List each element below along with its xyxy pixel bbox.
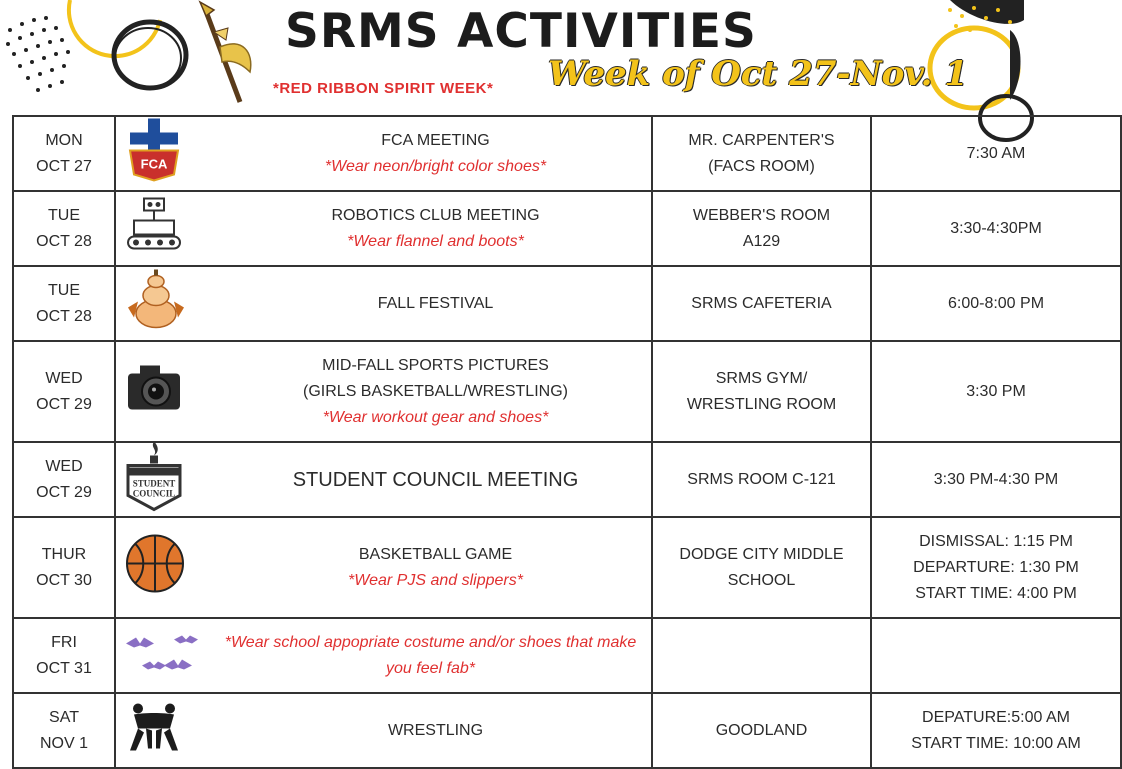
event-name: FALL FESTIVAL [377,294,494,312]
event-name: MID-FALL SPORTS PICTURES [322,356,549,374]
time-cell [871,266,1121,341]
day-date: NOV 1 [39,734,88,752]
time-text: DISMISSAL: 1:15 PM [919,532,1073,550]
time-cell [871,517,1121,618]
time-text: START TIME: 10:00 AM [911,734,1081,752]
location-text: GOODLAND [715,721,808,739]
event-cell [115,266,652,341]
time-text: DEPARTURE: 1:30 PM [913,558,1079,576]
location-text: SCHOOL [727,571,796,589]
day-date: OCT 30 [36,571,92,589]
location-text: WRESTLING ROOM [686,395,837,413]
time-cell [871,191,1121,266]
spirit-week-subtitle: *RED RIBBON SPIRIT WEEK* [273,80,494,97]
day-cell [13,693,115,768]
location-text: (FACS ROOM) [708,157,815,175]
event-cell [115,116,652,191]
day-name: MON [45,131,83,149]
week-of-banner: Week of Oct 27-Nov. 1 [548,54,968,94]
pumpkin-icon [124,267,188,340]
time-cell [871,693,1121,768]
location-text: MR. CARPENTER'S [688,131,835,149]
fca-logo-text: FCA [140,156,168,171]
day-name: TUE [48,206,80,224]
mascot-spear-icon [192,2,262,107]
event-name: FCA MEETING [381,131,490,149]
robot-icon [124,194,184,263]
location-cell [652,693,871,768]
dress-up-note: *Wear neon/bright color shoes* [324,157,547,175]
table-row [13,341,1121,442]
table-row [13,442,1121,517]
event-cell [115,618,652,693]
wrestlers-icon [124,698,184,763]
table-row [13,191,1121,266]
day-date: OCT 27 [36,157,92,175]
day-date: OCT 29 [36,483,92,501]
bats-icon [124,625,204,686]
day-name: WED [45,369,83,387]
table-row [13,693,1121,768]
dress-up-note: *Wear workout gear and shoes* [322,408,549,426]
time-text: 3:30-4:30PM [950,219,1042,237]
day-date: OCT 31 [36,659,92,677]
location-text: SRMS CAFETERIA [691,294,832,312]
event-cell [115,442,652,517]
location-text: WEBBER'S ROOM [692,206,831,224]
time-text: 3:30 PM [966,382,1026,400]
location-text: A129 [742,232,781,250]
location-cell [652,517,871,618]
table-row [13,116,1121,191]
day-cell [13,116,115,191]
time-cell [871,116,1121,191]
day-name: THUR [41,545,87,563]
time-text: DEPATURE:5:00 AM [922,708,1070,726]
student-council-text: STUDENT [132,478,176,488]
student-council-text: COUNCIL [132,488,176,498]
location-cell [652,116,871,191]
location-text: SRMS ROOM C-121 [687,470,836,488]
time-text: 3:30 PM-4:30 PM [933,470,1059,488]
event-name: WRESTLING [387,721,484,739]
location-cell [652,618,871,693]
event-cell [115,341,652,442]
location-cell [652,341,871,442]
dress-up-note: *Wear school appopriate costume and/or shoes that make you feel fab* [224,633,637,677]
day-cell [13,191,115,266]
day-cell [13,517,115,618]
day-name: FRI [51,633,77,651]
time-cell [871,618,1121,693]
time-text: 6:00-8:00 PM [947,294,1045,312]
day-date: OCT 29 [36,395,92,413]
event-name: (GIRLS BASKETBALL/WRESTLING) [303,382,568,400]
location-cell [652,442,871,517]
day-name: SAT [49,708,79,726]
day-cell [13,341,115,442]
student-council-icon [124,439,184,520]
page-title: SRMS ACTIVITIES [285,4,757,59]
fca-logo-icon [124,116,184,191]
event-name: ROBOTICS CLUB MEETING [331,206,540,224]
event-cell [115,191,652,266]
time-cell [871,341,1121,442]
location-text: DODGE CITY MIDDLE [679,545,844,563]
day-cell [13,442,115,517]
camera-icon [124,359,184,424]
day-date: OCT 28 [36,232,92,250]
dress-up-note: *Wear flannel and boots* [347,232,524,250]
location-cell [652,191,871,266]
time-text: START TIME: 4:00 PM [915,584,1077,602]
activities-table [12,115,1122,769]
day-cell [13,618,115,693]
event-cell [115,517,652,618]
dress-up-note: *Wear PJS and slippers* [348,571,523,589]
basketball-icon [124,532,186,603]
time-text: 7:30 AM [966,144,1026,162]
table-row [13,517,1121,618]
table-row [13,618,1121,693]
event-name: STUDENT COUNCIL MEETING [292,468,579,491]
time-cell [871,442,1121,517]
location-cell [652,266,871,341]
ring-decoration-left [60,0,190,100]
event-name: BASKETBALL GAME [358,545,513,563]
location-text: SRMS GYM/ [715,369,808,387]
day-date: OCT 28 [36,307,92,325]
day-name: TUE [48,281,80,299]
day-name: WED [45,457,83,475]
day-cell [13,266,115,341]
event-cell [115,693,652,768]
table-row [13,266,1121,341]
